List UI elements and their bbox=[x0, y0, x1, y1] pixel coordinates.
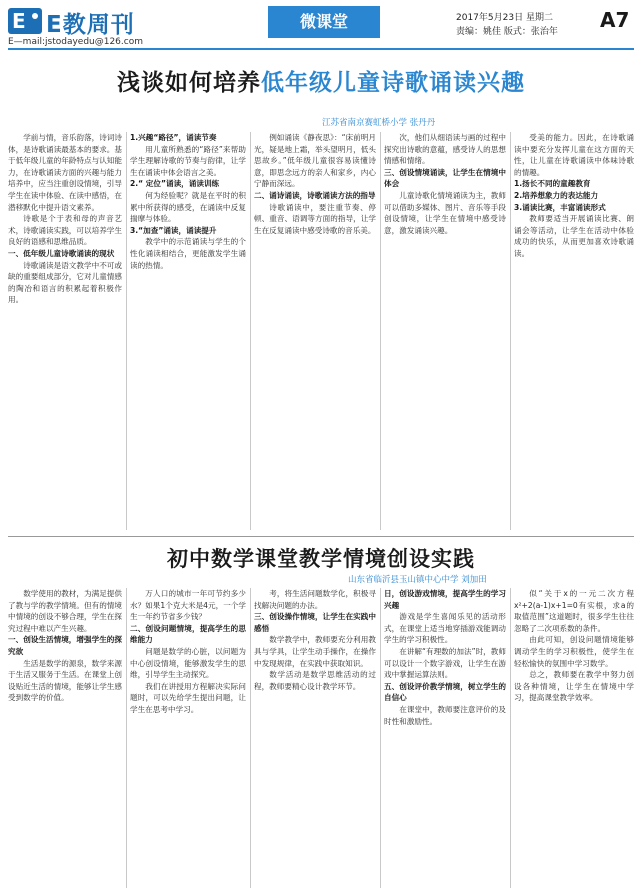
paragraph: 教师要适当开展诵读比赛、朗诵会等活动，让学生在活动中体验成功的快乐，从而更加喜欢诗歌诵读。 bbox=[514, 214, 634, 258]
subheading: 二、创设问题情境，提高学生的思维能力 bbox=[130, 623, 246, 645]
article2-column-1 bbox=[8, 588, 122, 890]
paragraph: 诗歌诵读中，要注重节奏、停顿、重音、语调等方面的指导，让学生在反复诵读中感受诗歌的音乐美。 bbox=[254, 202, 376, 235]
column-divider bbox=[510, 588, 511, 888]
paragraph: 游戏是学生喜闻乐见的活动形式，在课堂上适当地穿插游戏能调动学生的学习积极性。 bbox=[384, 612, 506, 645]
paragraph: 万人口的城市一年可节约多少水？如果1个克大米是4元，一个学生一年约节省多少钱？ bbox=[130, 589, 246, 622]
paragraph: 数学使用的教材，为满足提供了教与学的教学情境。但有的情境中情境的创设不够合理，学生在探究过程中难以产生兴趣。 bbox=[8, 589, 122, 633]
column-divider bbox=[510, 132, 511, 530]
article1-column-2 bbox=[130, 132, 246, 532]
subheading: 五、创设评价教学情境，树立学生的自信心 bbox=[384, 681, 506, 703]
subheading: 3.“加查”诵读，诵读提升 bbox=[130, 225, 217, 235]
subheading: 1.兴趣“路径”，诵读节奏 bbox=[130, 133, 217, 142]
article1-column-1 bbox=[8, 132, 122, 532]
article2-byline: 山东省临沂县玉山镇中心中学 刘加田 bbox=[348, 575, 487, 585]
column-divider bbox=[250, 132, 251, 530]
article1-column-4 bbox=[384, 132, 506, 532]
article1-column-3 bbox=[254, 132, 376, 532]
article2-column-4 bbox=[384, 588, 506, 890]
paragraph: 诗歌诵读是语文教学中不可或缺的重要组成部分，它对儿童情感的陶冶和语言的积累起着积极作用。 bbox=[8, 260, 122, 305]
article2-title: 初中数学课堂教学情境创设实践 bbox=[167, 547, 475, 571]
paragraph: 教学中的示范诵读与学生的个性化诵读相结合，更能激发学生诵读的热情。 bbox=[130, 237, 246, 270]
column-divider bbox=[126, 588, 127, 888]
paragraph: 问题是数学的心脏，以问题为中心创设情境，能够激发学生的思维，引导学生主动探究。 bbox=[130, 646, 246, 680]
subheading: 1.扬长不同的童趣教育 bbox=[514, 179, 591, 189]
brand-email: E—mail:jstodayedu@126.com bbox=[8, 37, 143, 47]
column-divider bbox=[380, 132, 381, 530]
paragraph: 在课堂中，教师要注意评价的及时性和激励性。 bbox=[384, 704, 506, 726]
paragraph: 总之，教师要在教学中努力创设各种情境，让学生在情境中学习，提高课堂教学效率。 bbox=[514, 670, 634, 703]
paragraph: 儿童诗歌化情境诵读为主，教师可以借助多媒体、图片、音乐等手段创设情境，让学生在情境中感受诗意，激发诵读兴趣。 bbox=[384, 190, 506, 235]
paragraph: 由此可知，创设问题情境能够调动学生的学习积极性，使学生在轻松愉快的氛围中学习数学。 bbox=[514, 635, 634, 668]
article2-column-2 bbox=[130, 588, 246, 890]
paragraph: 受美的能力。因此，在诗歌诵读中要充分发挥儿童在这方面的天性，让儿童在诗歌诵读中体味诗歌的情趣。 bbox=[514, 133, 634, 177]
subheading: 一、创设生活情境，增强学生的探究欲 bbox=[8, 635, 122, 656]
masthead-rule bbox=[8, 48, 634, 50]
editor-credits: 责编：姚佳 版式：张治年 bbox=[456, 27, 558, 37]
article1-column-5 bbox=[514, 132, 634, 532]
paragraph: 何为经验呢？就是在平时的积累中所获得的感受，在诵读中反复揣摩与体验。 bbox=[130, 190, 246, 224]
article-separator bbox=[8, 536, 634, 537]
column-divider bbox=[250, 588, 251, 888]
paragraph: 学前与情，音乐韵落，诗词诗体，是诗歌诵读最基本的要求。基于低年级儿童的年龄特点与认知能力，在诗歌诵读方面的兴趣与能力培养中，应当注重创设情境，引导学生在读中体验、在读中感悟，在潜移默化中提升语文素养。 bbox=[8, 133, 122, 212]
subheading: 3.诵读比赛，丰富诵读形式 bbox=[514, 202, 606, 212]
paragraph: 似“关于x的一元二次方程x²+2(a-1)x+1=0有实根，求a的取值范围”这道题时，很多学生往往忽略了二次项系数的条件。 bbox=[514, 589, 634, 633]
paragraph: 用儿童所熟悉的“路径”来帮助学生理解诗歌的节奏与韵律，让学生在诵读中体会语言之美。 bbox=[130, 144, 246, 177]
subheading: 三、创设操作情境，让学生在实践中感悟 bbox=[254, 612, 376, 633]
newspaper-logo-icon: E bbox=[8, 8, 42, 34]
subheading: 2.“ 定位”诵读，诵读训练 bbox=[130, 179, 220, 189]
page-number: A7 bbox=[600, 8, 630, 32]
subheading: 二、诵诗诵读，诗歌诵读方法的指导 bbox=[254, 190, 376, 200]
paragraph: 生活是数学的源泉，数学来源于生活又服务于生活。在课堂上创设贴近生活的情境，能够让学生感受到数学的价值。 bbox=[8, 658, 122, 703]
article1-title bbox=[0, 64, 642, 97]
paragraph: 在讲解“有理数的加法”时，教师可以设计一个数字游戏，让学生在游戏中掌握运算法则。 bbox=[384, 646, 506, 680]
article1-title-black: 浅谈如何培养 bbox=[117, 70, 261, 96]
paragraph: 我们在讲授用方程解决实际问题时，可以先给学生提出问题，让学生在思考中学习。 bbox=[130, 681, 246, 714]
issue-date: 2017年5月23日 星期二 bbox=[456, 13, 553, 23]
article2-column-5 bbox=[514, 588, 634, 890]
section-tab: 微课堂 bbox=[268, 6, 380, 38]
column-divider bbox=[380, 588, 381, 888]
subheading: 日，创设游戏情境，提高学生的学习兴趣 bbox=[384, 589, 506, 610]
article1-title-blue: 低年级儿童诗歌诵读兴趣 bbox=[261, 70, 525, 96]
article2-column-3 bbox=[254, 588, 376, 890]
paragraph: 次，他们从细语读与画的过程中探究出诗歌的意蕴，感受诗人的思想情感和情绪。 bbox=[384, 133, 506, 166]
subheading: 三、创设情境诵读，让学生在情境中体会 bbox=[384, 167, 506, 189]
subheading: 2.培养想象力的表达能力 bbox=[514, 190, 599, 200]
paragraph: 数学活动是数学思维活动的过程，教师要精心设计教学环节。 bbox=[254, 670, 376, 691]
paragraph: 例如诵读《静夜思》：“床前明月光，疑是地上霜，举头望明月，低头思故乡。”低年级儿童很容易读懂诗意，即思念远方的亲人和家乡，内心宁静而深远。 bbox=[254, 133, 376, 189]
column-divider bbox=[126, 132, 127, 530]
paragraph: 诗歌是个于表和母的声音艺术，诗歌诵读实践，可以培养学生良好的语感和思维品质。 bbox=[8, 214, 122, 247]
masthead bbox=[0, 0, 642, 62]
paragraph: 数学教学中，教师要充分利用教具与学具，让学生动手操作，在操作中发现规律，在实践中获取知识。 bbox=[254, 635, 376, 668]
article1-byline: 江苏省南京赛虹桥小学 张丹丹 bbox=[322, 118, 436, 128]
paragraph: 考，将生活问题数学化，积极寻找解决问题的办法。 bbox=[254, 589, 376, 610]
brand-title: E教周刊 bbox=[46, 12, 135, 38]
subheading: 一、低年级儿童诗歌诵读的现状 bbox=[8, 248, 115, 258]
